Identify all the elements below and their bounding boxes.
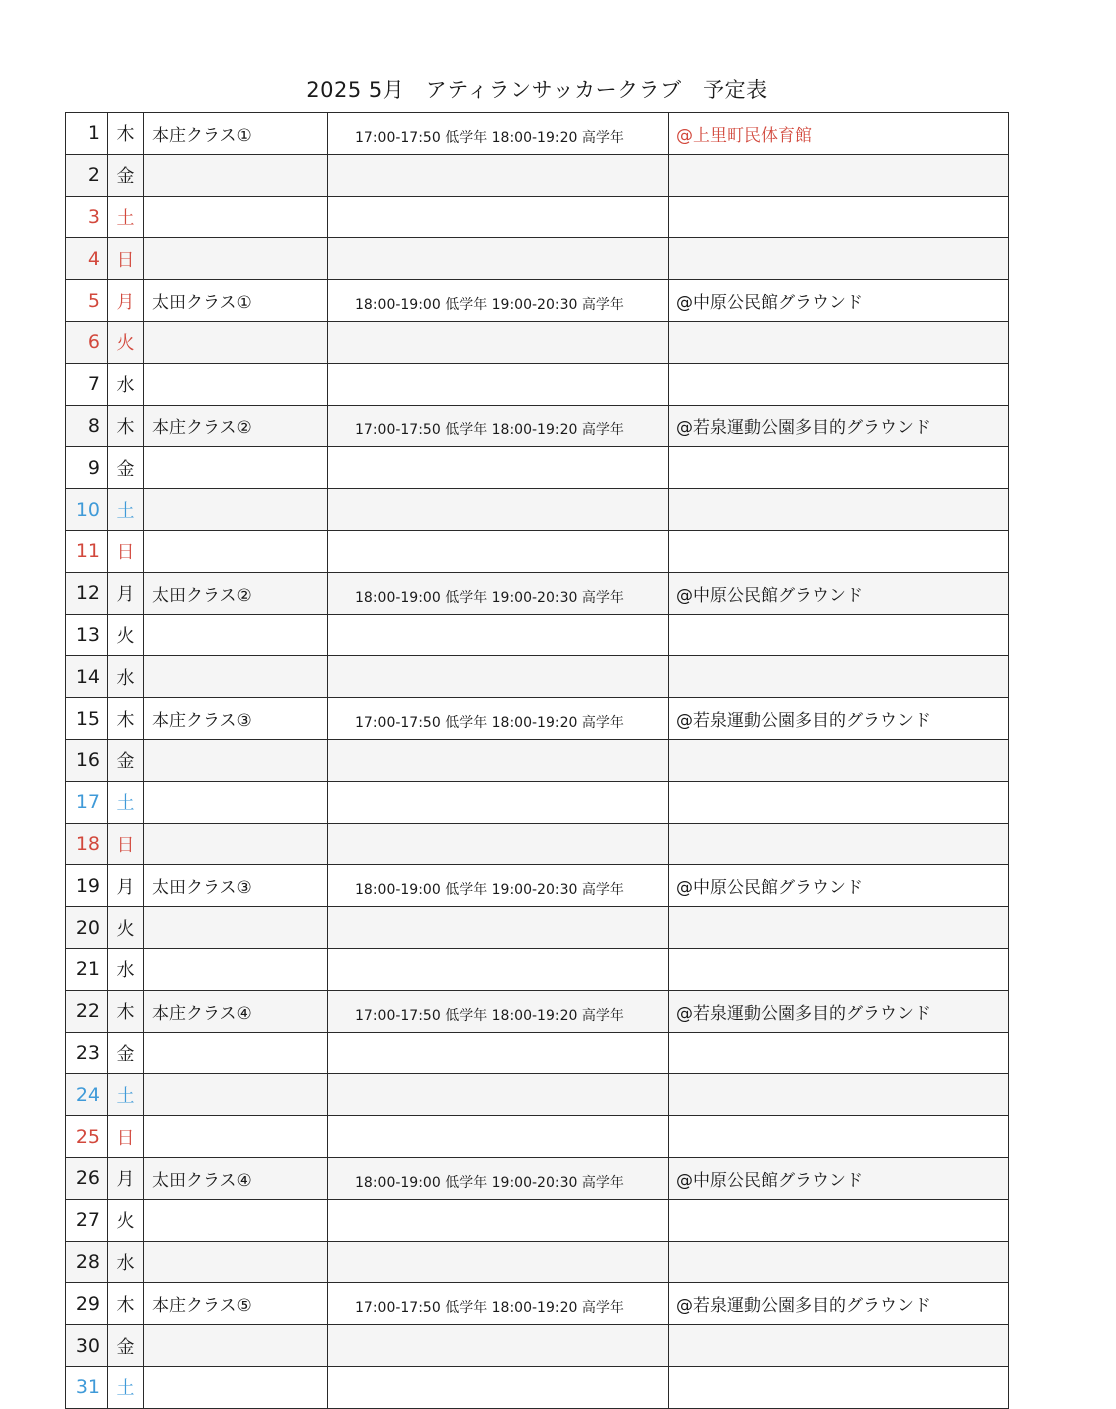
class-name-cell: 本庄クラス② [144,405,328,447]
class-name-cell [144,739,328,781]
class-name-cell: 本庄クラス④ [144,990,328,1032]
schedule-row [66,1116,1009,1158]
class-name-cell [144,614,328,656]
time-slot-cell [328,196,669,238]
time-slot-cell [328,614,669,656]
class-name-cell [144,363,328,405]
schedule-body [66,113,1009,1409]
location-cell [669,907,1009,949]
time-slot-cell: 18:00-19:00 低学年 19:00-20:30 高学年 [328,1157,669,1199]
class-name-cell [144,907,328,949]
day-number-cell: 17 [66,781,108,823]
schedule-row [66,572,1009,614]
location-cell [669,447,1009,489]
class-name-cell [144,948,328,990]
schedule-row [66,1325,1009,1367]
time-slot-cell: 17:00-17:50 低学年 18:00-19:20 高学年 [328,405,669,447]
time-slot-cell [328,1074,669,1116]
schedule-row [66,907,1009,949]
location-cell: @若泉運動公園多目的グラウンド [669,405,1009,447]
schedule-row [66,1157,1009,1199]
time-slot-cell [328,739,669,781]
schedule-row [66,614,1009,656]
weekday-cell: 日 [108,1116,144,1158]
time-slot-cell [328,781,669,823]
schedule-row [66,154,1009,196]
time-slot-cell [328,154,669,196]
day-number-cell: 20 [66,907,108,949]
time-slot-cell [328,238,669,280]
class-name-cell [144,823,328,865]
weekday-cell: 土 [108,196,144,238]
day-number-cell: 28 [66,1241,108,1283]
class-name-cell: 太田クラス② [144,572,328,614]
day-number-cell: 8 [66,405,108,447]
schedule-row [66,1283,1009,1325]
time-slot-cell: 18:00-19:00 低学年 19:00-20:30 高学年 [328,865,669,907]
weekday-cell: 月 [108,865,144,907]
day-number-cell: 31 [66,1366,108,1408]
location-cell: @中原公民館グラウンド [669,572,1009,614]
location-cell [669,781,1009,823]
class-name-cell [144,1366,328,1408]
day-number-cell: 27 [66,1199,108,1241]
time-slot-cell [328,907,669,949]
class-name-cell [144,238,328,280]
schedule-row [66,1366,1009,1408]
time-slot-cell [328,1116,669,1158]
day-number-cell: 6 [66,321,108,363]
schedule-row [66,530,1009,572]
day-number-cell: 2 [66,154,108,196]
class-name-cell [144,1241,328,1283]
class-name-cell [144,489,328,531]
weekday-cell: 土 [108,781,144,823]
schedule-row [66,405,1009,447]
class-name-cell [144,781,328,823]
weekday-cell: 火 [108,321,144,363]
location-cell [669,363,1009,405]
location-cell [669,1199,1009,1241]
weekday-cell: 火 [108,907,144,949]
time-slot-cell: 17:00-17:50 低学年 18:00-19:20 高学年 [328,113,669,155]
weekday-cell: 木 [108,405,144,447]
schedule-row [66,363,1009,405]
weekday-cell: 金 [108,447,144,489]
location-cell [669,238,1009,280]
class-name-cell [144,447,328,489]
location-cell [669,1366,1009,1408]
day-number-cell: 23 [66,1032,108,1074]
class-name-cell [144,196,328,238]
location-cell [669,321,1009,363]
location-cell [669,948,1009,990]
schedule-row [66,489,1009,531]
day-number-cell: 22 [66,990,108,1032]
time-slot-cell: 18:00-19:00 低学年 19:00-20:30 高学年 [328,572,669,614]
time-slot-cell [328,447,669,489]
location-cell [669,1032,1009,1074]
day-number-cell: 15 [66,698,108,740]
weekday-cell: 土 [108,1074,144,1116]
location-cell [669,1325,1009,1367]
location-cell: @中原公民館グラウンド [669,865,1009,907]
time-slot-cell [328,530,669,572]
schedule-row [66,196,1009,238]
location-cell: @上里町民体育館 [669,113,1009,155]
class-name-cell [144,1116,328,1158]
day-number-cell: 26 [66,1157,108,1199]
location-cell: @若泉運動公園多目的グラウンド [669,1283,1009,1325]
time-slot-cell [328,1241,669,1283]
time-slot-cell [328,1325,669,1367]
schedule-row [66,321,1009,363]
location-cell [669,823,1009,865]
day-number-cell: 3 [66,196,108,238]
weekday-cell: 日 [108,238,144,280]
time-slot-cell: 17:00-17:50 低学年 18:00-19:20 高学年 [328,1283,669,1325]
location-cell [669,1241,1009,1283]
day-number-cell: 12 [66,572,108,614]
weekday-cell: 土 [108,1366,144,1408]
weekday-cell: 日 [108,530,144,572]
weekday-cell: 木 [108,1283,144,1325]
location-cell: @中原公民館グラウンド [669,1157,1009,1199]
time-slot-cell [328,1366,669,1408]
weekday-cell: 月 [108,1157,144,1199]
day-number-cell: 18 [66,823,108,865]
schedule-row [66,238,1009,280]
time-slot-cell [328,1199,669,1241]
class-name-cell: 太田クラス① [144,280,328,322]
location-cell [669,1074,1009,1116]
day-number-cell: 19 [66,865,108,907]
day-number-cell: 25 [66,1116,108,1158]
location-cell: @中原公民館グラウンド [669,280,1009,322]
day-number-cell: 29 [66,1283,108,1325]
weekday-cell: 水 [108,363,144,405]
class-name-cell [144,530,328,572]
time-slot-cell [328,948,669,990]
weekday-cell: 水 [108,656,144,698]
time-slot-cell [328,363,669,405]
day-number-cell: 10 [66,489,108,531]
weekday-cell: 金 [108,1325,144,1367]
weekday-cell: 金 [108,1032,144,1074]
class-name-cell: 太田クラス③ [144,865,328,907]
weekday-cell: 木 [108,698,144,740]
class-name-cell: 本庄クラス① [144,113,328,155]
class-name-cell [144,321,328,363]
time-slot-cell: 17:00-17:50 低学年 18:00-19:20 高学年 [328,990,669,1032]
schedule-row [66,739,1009,781]
time-slot-cell [328,656,669,698]
day-number-cell: 16 [66,739,108,781]
schedule-row [66,1074,1009,1116]
schedule-row [66,865,1009,907]
schedule-row [66,823,1009,865]
schedule-row [66,698,1009,740]
weekday-cell: 水 [108,948,144,990]
location-cell [669,154,1009,196]
day-number-cell: 11 [66,530,108,572]
day-number-cell: 21 [66,948,108,990]
location-cell [669,1116,1009,1158]
location-cell [669,530,1009,572]
weekday-cell: 土 [108,489,144,531]
location-cell [669,196,1009,238]
weekday-cell: 火 [108,1199,144,1241]
weekday-cell: 木 [108,113,144,155]
schedule-row [66,948,1009,990]
time-slot-cell: 18:00-19:00 低学年 19:00-20:30 高学年 [328,280,669,322]
weekday-cell: 日 [108,823,144,865]
weekday-cell: 木 [108,990,144,1032]
location-cell: @若泉運動公園多目的グラウンド [669,990,1009,1032]
day-number-cell: 24 [66,1074,108,1116]
day-number-cell: 9 [66,447,108,489]
schedule-row [66,1032,1009,1074]
schedule-row [66,447,1009,489]
weekday-cell: 月 [108,280,144,322]
schedule-row [66,781,1009,823]
day-number-cell: 7 [66,363,108,405]
page-title: 2025 5月 アティランサッカークラブ 予定表 [306,78,768,102]
time-slot-cell [328,321,669,363]
weekday-cell: 金 [108,739,144,781]
schedule-row [66,1199,1009,1241]
class-name-cell [144,154,328,196]
class-name-cell [144,1032,328,1074]
class-name-cell: 本庄クラス⑤ [144,1283,328,1325]
schedule-row [66,990,1009,1032]
weekday-cell: 火 [108,614,144,656]
class-name-cell [144,656,328,698]
location-cell [669,656,1009,698]
day-number-cell: 14 [66,656,108,698]
class-name-cell [144,1325,328,1367]
time-slot-cell [328,823,669,865]
weekday-cell: 水 [108,1241,144,1283]
location-cell [669,614,1009,656]
day-number-cell: 13 [66,614,108,656]
day-number-cell: 4 [66,238,108,280]
schedule-row [66,280,1009,322]
time-slot-cell [328,1032,669,1074]
time-slot-cell: 17:00-17:50 低学年 18:00-19:20 高学年 [328,698,669,740]
day-number-cell: 30 [66,1325,108,1367]
location-cell [669,489,1009,531]
schedule-row [66,1241,1009,1283]
weekday-cell: 月 [108,572,144,614]
time-slot-cell [328,489,669,531]
class-name-cell [144,1199,328,1241]
class-name-cell [144,1074,328,1116]
schedule-table [65,112,1009,1409]
day-number-cell: 1 [66,113,108,155]
schedule-row [66,656,1009,698]
weekday-cell: 金 [108,154,144,196]
class-name-cell: 太田クラス④ [144,1157,328,1199]
class-name-cell: 本庄クラス③ [144,698,328,740]
location-cell: @若泉運動公園多目的グラウンド [669,698,1009,740]
schedule-row [66,113,1009,155]
location-cell [669,739,1009,781]
day-number-cell: 5 [66,280,108,322]
